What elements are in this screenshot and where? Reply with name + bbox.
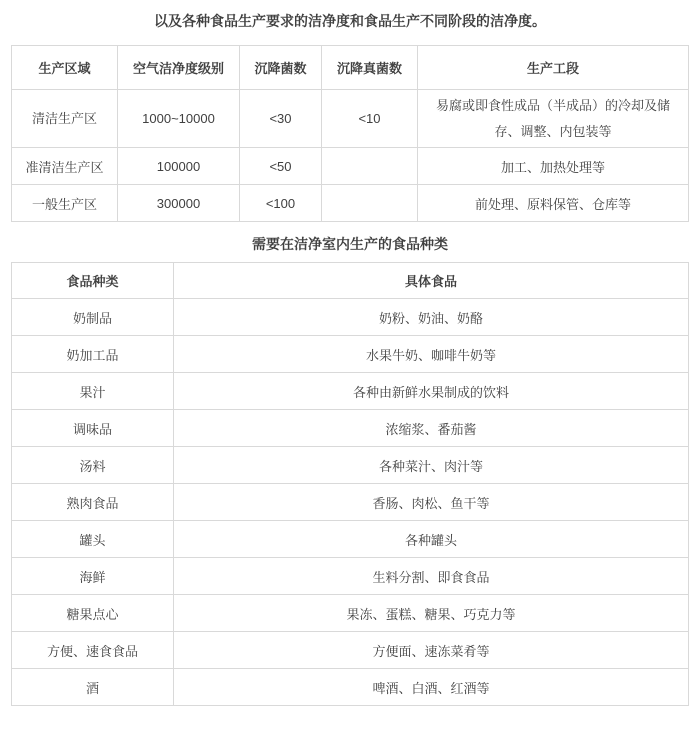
header-production-area: 生产区域 (12, 46, 118, 90)
table-row (12, 148, 689, 185)
table-cell: <30 (240, 90, 322, 148)
header-settling-fungi-count: 沉降真菌数 (322, 46, 418, 90)
header-air-cleanliness-level: 空气洁净度级别 (118, 46, 240, 90)
cleanroom-foods-table (11, 262, 689, 706)
table-cell: 1000~10000 (118, 90, 240, 148)
food-category-cell: 罐头 (12, 521, 174, 558)
table-cell: 加工、加热处理等 (418, 148, 689, 185)
food-category-cell: 调味品 (12, 410, 174, 447)
table-row (12, 669, 689, 706)
table-row (12, 558, 689, 595)
table-row (12, 90, 689, 148)
table-cell: 清洁生产区 (12, 90, 118, 148)
table-row (12, 336, 689, 373)
table-cell (322, 185, 418, 222)
table-cell: <100 (240, 185, 322, 222)
table-row (12, 595, 689, 632)
specific-foods-cell: 各种菜汁、肉汁等 (174, 447, 689, 484)
food-category-cell: 酒 (12, 669, 174, 706)
table-header-row (12, 46, 689, 90)
food-category-cell: 熟肉食品 (12, 484, 174, 521)
table-row (12, 447, 689, 484)
cleanroom-foods-title: 需要在洁净室内生产的食品种类 (252, 236, 448, 252)
cleanliness-requirements-table (11, 45, 689, 222)
specific-foods-cell: 各种由新鲜水果制成的饮料 (174, 373, 689, 410)
table-cell: 易腐或即食性成品（半成品）的冷却及储存、调整、内包装等 (418, 90, 689, 148)
specific-foods-cell: 啤酒、白酒、红酒等 (174, 669, 689, 706)
table-cell: 准清洁生产区 (12, 148, 118, 185)
table-cell: <10 (322, 90, 418, 148)
specific-foods-cell: 各种罐头 (174, 521, 689, 558)
table-cell: 300000 (118, 185, 240, 222)
food-category-cell: 汤料 (12, 447, 174, 484)
table-row (12, 410, 689, 447)
table-header-row (12, 263, 689, 299)
specific-foods-cell: 香肠、肉松、鱼干等 (174, 484, 689, 521)
header-food-category: 食品种类 (12, 263, 174, 299)
table-cell (322, 148, 418, 185)
header-settling-bacteria-count: 沉降菌数 (240, 46, 322, 90)
food-category-cell: 果汁 (12, 373, 174, 410)
food-category-cell: 奶加工品 (12, 336, 174, 373)
specific-foods-cell: 水果牛奶、咖啡牛奶等 (174, 336, 689, 373)
specific-foods-cell: 奶粉、奶油、奶酪 (174, 299, 689, 336)
food-category-cell: 方便、速食食品 (12, 632, 174, 669)
food-category-cell: 奶制品 (12, 299, 174, 336)
specific-foods-cell: 方便面、速冻菜肴等 (174, 632, 689, 669)
table-cell: 100000 (118, 148, 240, 185)
intro-text: 以及各种食品生产要求的洁净度和食品生产不同阶段的洁净度。 (154, 13, 546, 29)
table-row (12, 185, 689, 222)
table-row (12, 484, 689, 521)
table-row (12, 299, 689, 336)
table-cell: <50 (240, 148, 322, 185)
header-specific-foods: 具体食品 (174, 263, 689, 299)
table-row (12, 373, 689, 410)
specific-foods-cell: 浓缩浆、番茄酱 (174, 410, 689, 447)
table-row (12, 521, 689, 558)
header-production-section: 生产工段 (418, 46, 689, 90)
food-category-cell: 糖果点心 (12, 595, 174, 632)
table-cell: 前处理、原料保管、仓库等 (418, 185, 689, 222)
table-cell: 一般生产区 (12, 185, 118, 222)
food-category-cell: 海鲜 (12, 558, 174, 595)
table-row (12, 632, 689, 669)
specific-foods-cell: 生料分割、即食食品 (174, 558, 689, 595)
specific-foods-cell: 果冻、蛋糕、糖果、巧克力等 (174, 595, 689, 632)
